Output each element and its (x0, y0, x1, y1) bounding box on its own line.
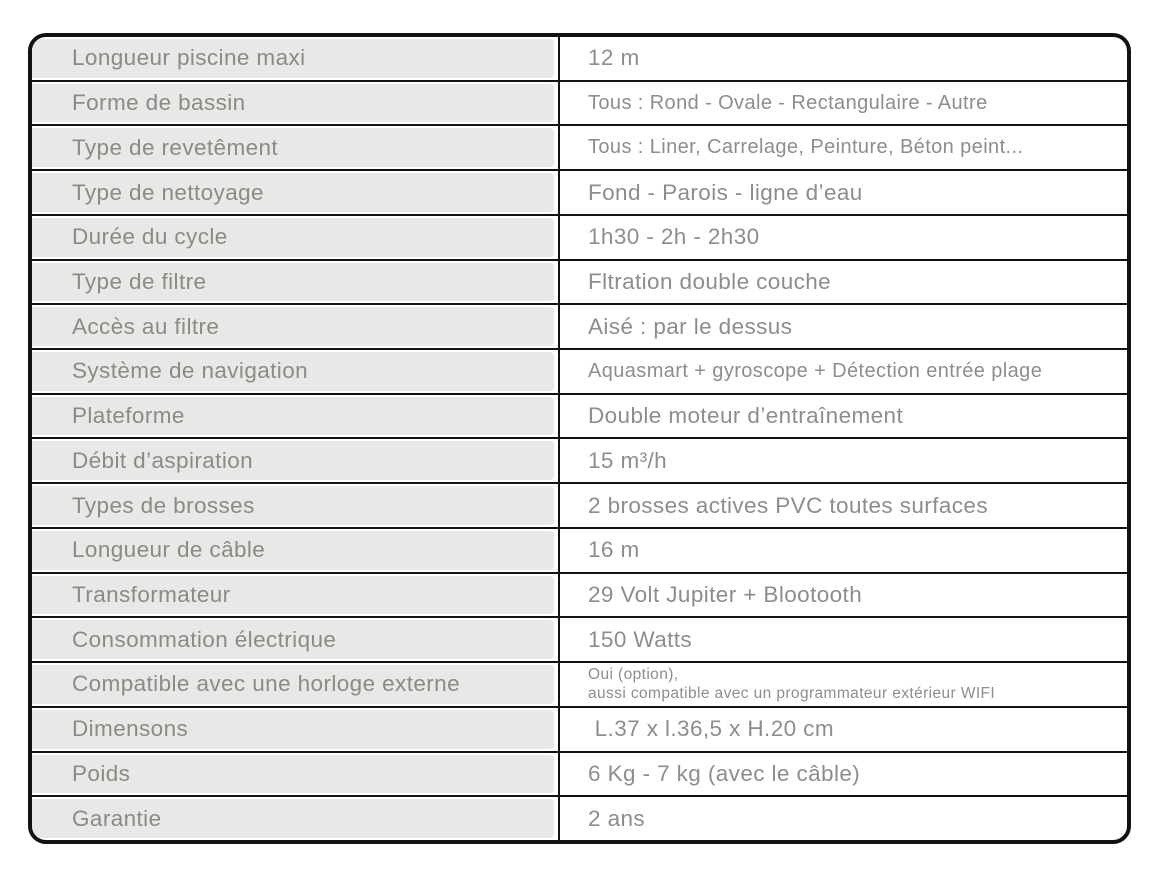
spec-label: Transformateur (72, 581, 231, 607)
spec-label-background (32, 441, 554, 480)
spec-label: Forme de bassin (72, 90, 246, 116)
spec-value: 15 m³/h (558, 439, 1127, 482)
spec-label-cell (32, 350, 558, 393)
spec-label-background (32, 263, 554, 302)
table-row (32, 393, 1127, 438)
table-row (32, 259, 1127, 304)
table-row (32, 124, 1127, 169)
spec-label-cell (32, 439, 558, 482)
spec-value: Fltration double couche (558, 261, 1127, 304)
table-row (32, 751, 1127, 796)
spec-label: Accès au filtre (72, 313, 220, 339)
table-row (32, 661, 1127, 706)
spec-table (28, 33, 1131, 844)
table-row (32, 482, 1127, 527)
spec-label-cell (32, 708, 558, 751)
spec-label: Système de navigation (72, 358, 309, 384)
spec-label-background (32, 755, 554, 794)
spec-label: Types de brosses (72, 492, 255, 518)
spec-label-cell (32, 37, 558, 80)
spec-label: Type de filtre (72, 268, 207, 294)
spec-label: Type de nettoyage (72, 179, 264, 205)
spec-label-background (32, 218, 554, 257)
spec-label-cell (32, 126, 558, 169)
spec-value: 2 brosses actives PVC toutes surfaces (558, 484, 1127, 527)
table-row (32, 348, 1127, 393)
spec-value: 1h30 - 2h - 2h30 (558, 216, 1127, 259)
spec-value: 12 m (558, 37, 1127, 80)
spec-value: 16 m (558, 529, 1127, 572)
spec-label-cell (32, 574, 558, 617)
spec-label-cell (32, 484, 558, 527)
spec-label: Durée du cycle (72, 224, 228, 250)
spec-label-background (32, 710, 554, 749)
spec-label-background (32, 486, 554, 525)
table-row (32, 437, 1127, 482)
spec-label-background (32, 665, 554, 704)
spec-label-background (32, 39, 554, 78)
table-row (32, 706, 1127, 751)
table-row (32, 795, 1127, 840)
spec-label-cell (32, 529, 558, 572)
table-row (32, 169, 1127, 214)
spec-label-cell (32, 395, 558, 438)
spec-value: L.37 x l.36,5 x H.20 cm (558, 708, 1127, 751)
spec-label: Dimensons (72, 716, 189, 742)
spec-label-background (32, 531, 554, 570)
table-row (32, 37, 1127, 80)
spec-label-cell (32, 797, 558, 840)
spec-value-line-1: Oui (option), (588, 666, 679, 684)
spec-label-background (32, 576, 554, 615)
spec-label: Compatible avec une horloge externe (72, 671, 460, 697)
spec-label-background (32, 799, 554, 838)
spec-value: Aquasmart + gyroscope + Détection entrée plage (558, 350, 1127, 393)
spec-label-cell (32, 216, 558, 259)
spec-label-background (32, 173, 554, 212)
spec-label-background (32, 352, 554, 391)
spec-value: Aisé : par le dessus (558, 305, 1127, 348)
spec-value: 150 Watts (558, 618, 1127, 661)
table-row (32, 80, 1127, 125)
spec-label-background (32, 620, 554, 659)
spec-label-background (32, 128, 554, 167)
spec-value-line-2: aussi compatible avec un programmateur extérieur WIFI (588, 685, 996, 703)
spec-value: 6 Kg - 7 kg (avec le câble) (558, 753, 1127, 796)
spec-label: Garantie (72, 805, 162, 831)
spec-label-background (32, 84, 554, 123)
spec-label-cell (32, 171, 558, 214)
spec-label: Débit d’aspiration (72, 447, 254, 473)
spec-label: Longueur piscine maxi (72, 45, 306, 71)
spec-label: Type de revetêment (72, 134, 279, 160)
spec-value: Tous : Rond - Ovale - Rectangulaire - Autre (558, 82, 1127, 125)
table-row (32, 303, 1127, 348)
spec-label-cell (32, 753, 558, 796)
spec-value (558, 663, 1127, 706)
spec-label: Consommation électrique (72, 626, 337, 652)
table-row (32, 572, 1127, 617)
spec-label: Longueur de câble (72, 537, 266, 563)
spec-label-cell (32, 82, 558, 125)
table-row (32, 214, 1127, 259)
spec-label-cell (32, 663, 558, 706)
spec-label-background (32, 307, 554, 346)
spec-value: Fond - Parois - ligne d’eau (558, 171, 1127, 214)
table-row (32, 616, 1127, 661)
spec-label: Poids (72, 760, 131, 786)
spec-value: Double moteur d’entraînement (558, 395, 1127, 438)
spec-value: 29 Volt Jupiter + Blootooth (558, 574, 1127, 617)
spec-label-background (32, 397, 554, 436)
spec-label-cell (32, 618, 558, 661)
spec-label-cell (32, 305, 558, 348)
table-row (32, 527, 1127, 572)
spec-value: 2 ans (558, 797, 1127, 840)
spec-label-cell (32, 261, 558, 304)
spec-label: Plateforme (72, 403, 185, 429)
spec-value: Tous : Liner, Carrelage, Peinture, Béton peint... (558, 126, 1127, 169)
